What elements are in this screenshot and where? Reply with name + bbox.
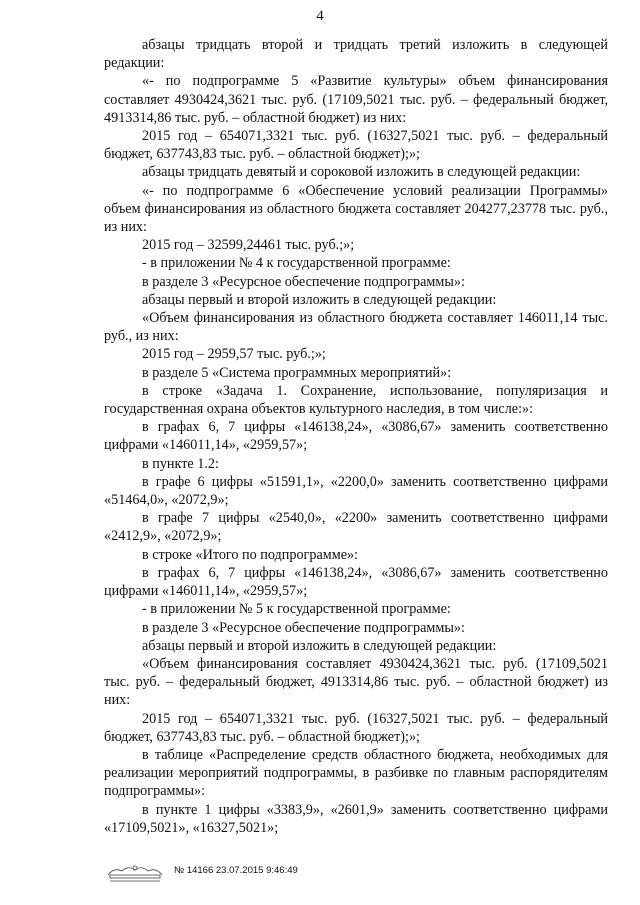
- paragraph: в графе 7 цифры «2540,0», «2200» заменить соответственно цифрами «2412,9», «2072,9»;: [104, 510, 608, 545]
- document-footer: [104, 861, 404, 885]
- paragraph: в таблице «Распределение средств областного бюджета, необходимых для реализации мероприятий подпрограммы, в разбивке по главным распорядителям подпрограммы»:: [104, 746, 608, 800]
- paragraph: «- по подпрограмме 5 «Развитие культуры» объем финансирования составляет 4930424,3621 тыс. руб. (17109,5021 тыс. руб. – федеральный бюджет, 4913314,86 тыс. руб. – областной бюджет) из них:: [104, 73, 608, 126]
- paragraph: «Объем финансирования из областного бюджета составляет 146011,14 тыс. руб., из них:: [104, 310, 608, 345]
- paragraph: 2015 год – 32599,24461 тыс. руб.;»;: [142, 237, 355, 254]
- paragraph: в строке «Итого по подпрограмме»:: [142, 546, 359, 563]
- paragraph: в пункте 1.2:: [142, 455, 219, 472]
- paragraph: «Объем финансирования составляет 4930424,3621 тыс. руб. (17109,5021 тыс. руб. – федеральный бюджет, 4913314,86 тыс. руб. – областной бюджет) из них:: [104, 655, 608, 709]
- paragraph: - в приложении № 5 к государственной программе:: [142, 601, 451, 618]
- paragraph: в разделе 5 «Система программных мероприятий»:: [142, 364, 452, 381]
- paragraph: в пункте 1 цифры «3383,9», «2601,9» заменить соответственно цифрами «17109,5021», «16327,5021»;: [104, 801, 608, 836]
- paragraph: 2015 год – 654071,3321 тыс. руб. (16327,5021 тыс. руб. – федеральный бюджет, 637743,83 тыс. руб. – областной бюджет);»;: [104, 128, 608, 163]
- paragraph: в строке «Задача 1. Сохранение, использование, популяризация и государственная охрана объектов культурного наследия, в том числе:»:: [104, 382, 608, 418]
- document-body: [104, 36, 608, 837]
- paragraph: в графах 6, 7 цифры «146138,24», «3086,67» заменить соответственно цифрами «146011,14», «2959,57»;: [104, 419, 608, 454]
- paragraph: абзацы тридцать девятый и сороковой изложить в следующей редакции:: [142, 164, 581, 181]
- paragraph: в графе 6 цифры «51591,1», «2200,0» заменить соответственно цифрами «51464,0», «2072,9»;: [104, 473, 608, 509]
- paragraph: «- по подпрограмме 6 «Обеспечение условий реализации Программы» объем финансирования из областного бюджета составляет 204277,23778 тыс. руб., из них:: [104, 182, 608, 236]
- paragraph: абзацы первый и второй изложить в следующей редакции:: [142, 291, 497, 308]
- registration-stamp: № 14166 23.07.2015 9:46:49: [174, 865, 298, 876]
- paragraph: абзацы первый и второй изложить в следующей редакции:: [142, 637, 497, 654]
- paragraph: абзацы тридцать второй и тридцать третий изложить в следующей редакции:: [104, 37, 608, 72]
- paragraph: в разделе 3 «Ресурсное обеспечение подпрограммы»:: [142, 619, 465, 636]
- paragraph: 2015 год – 654071,3321 тыс. руб. (16327,5021 тыс. руб. – федеральный бюджет, 637743,83 тыс. руб. – областной бюджет);»;: [104, 710, 608, 745]
- printer-stamp-icon: [104, 861, 166, 883]
- page-number: 4: [316, 8, 324, 24]
- paragraph: в графах 6, 7 цифры «146138,24», «3086,67» заменить соответственно цифрами «146011,14», «2959,57»;: [104, 564, 608, 600]
- paragraph: 2015 год – 2959,57 тыс. руб.;»;: [142, 346, 326, 363]
- paragraph: - в приложении № 4 к государственной программе:: [142, 255, 451, 272]
- paragraph: в разделе 3 «Ресурсное обеспечение подпрограммы»:: [142, 273, 465, 290]
